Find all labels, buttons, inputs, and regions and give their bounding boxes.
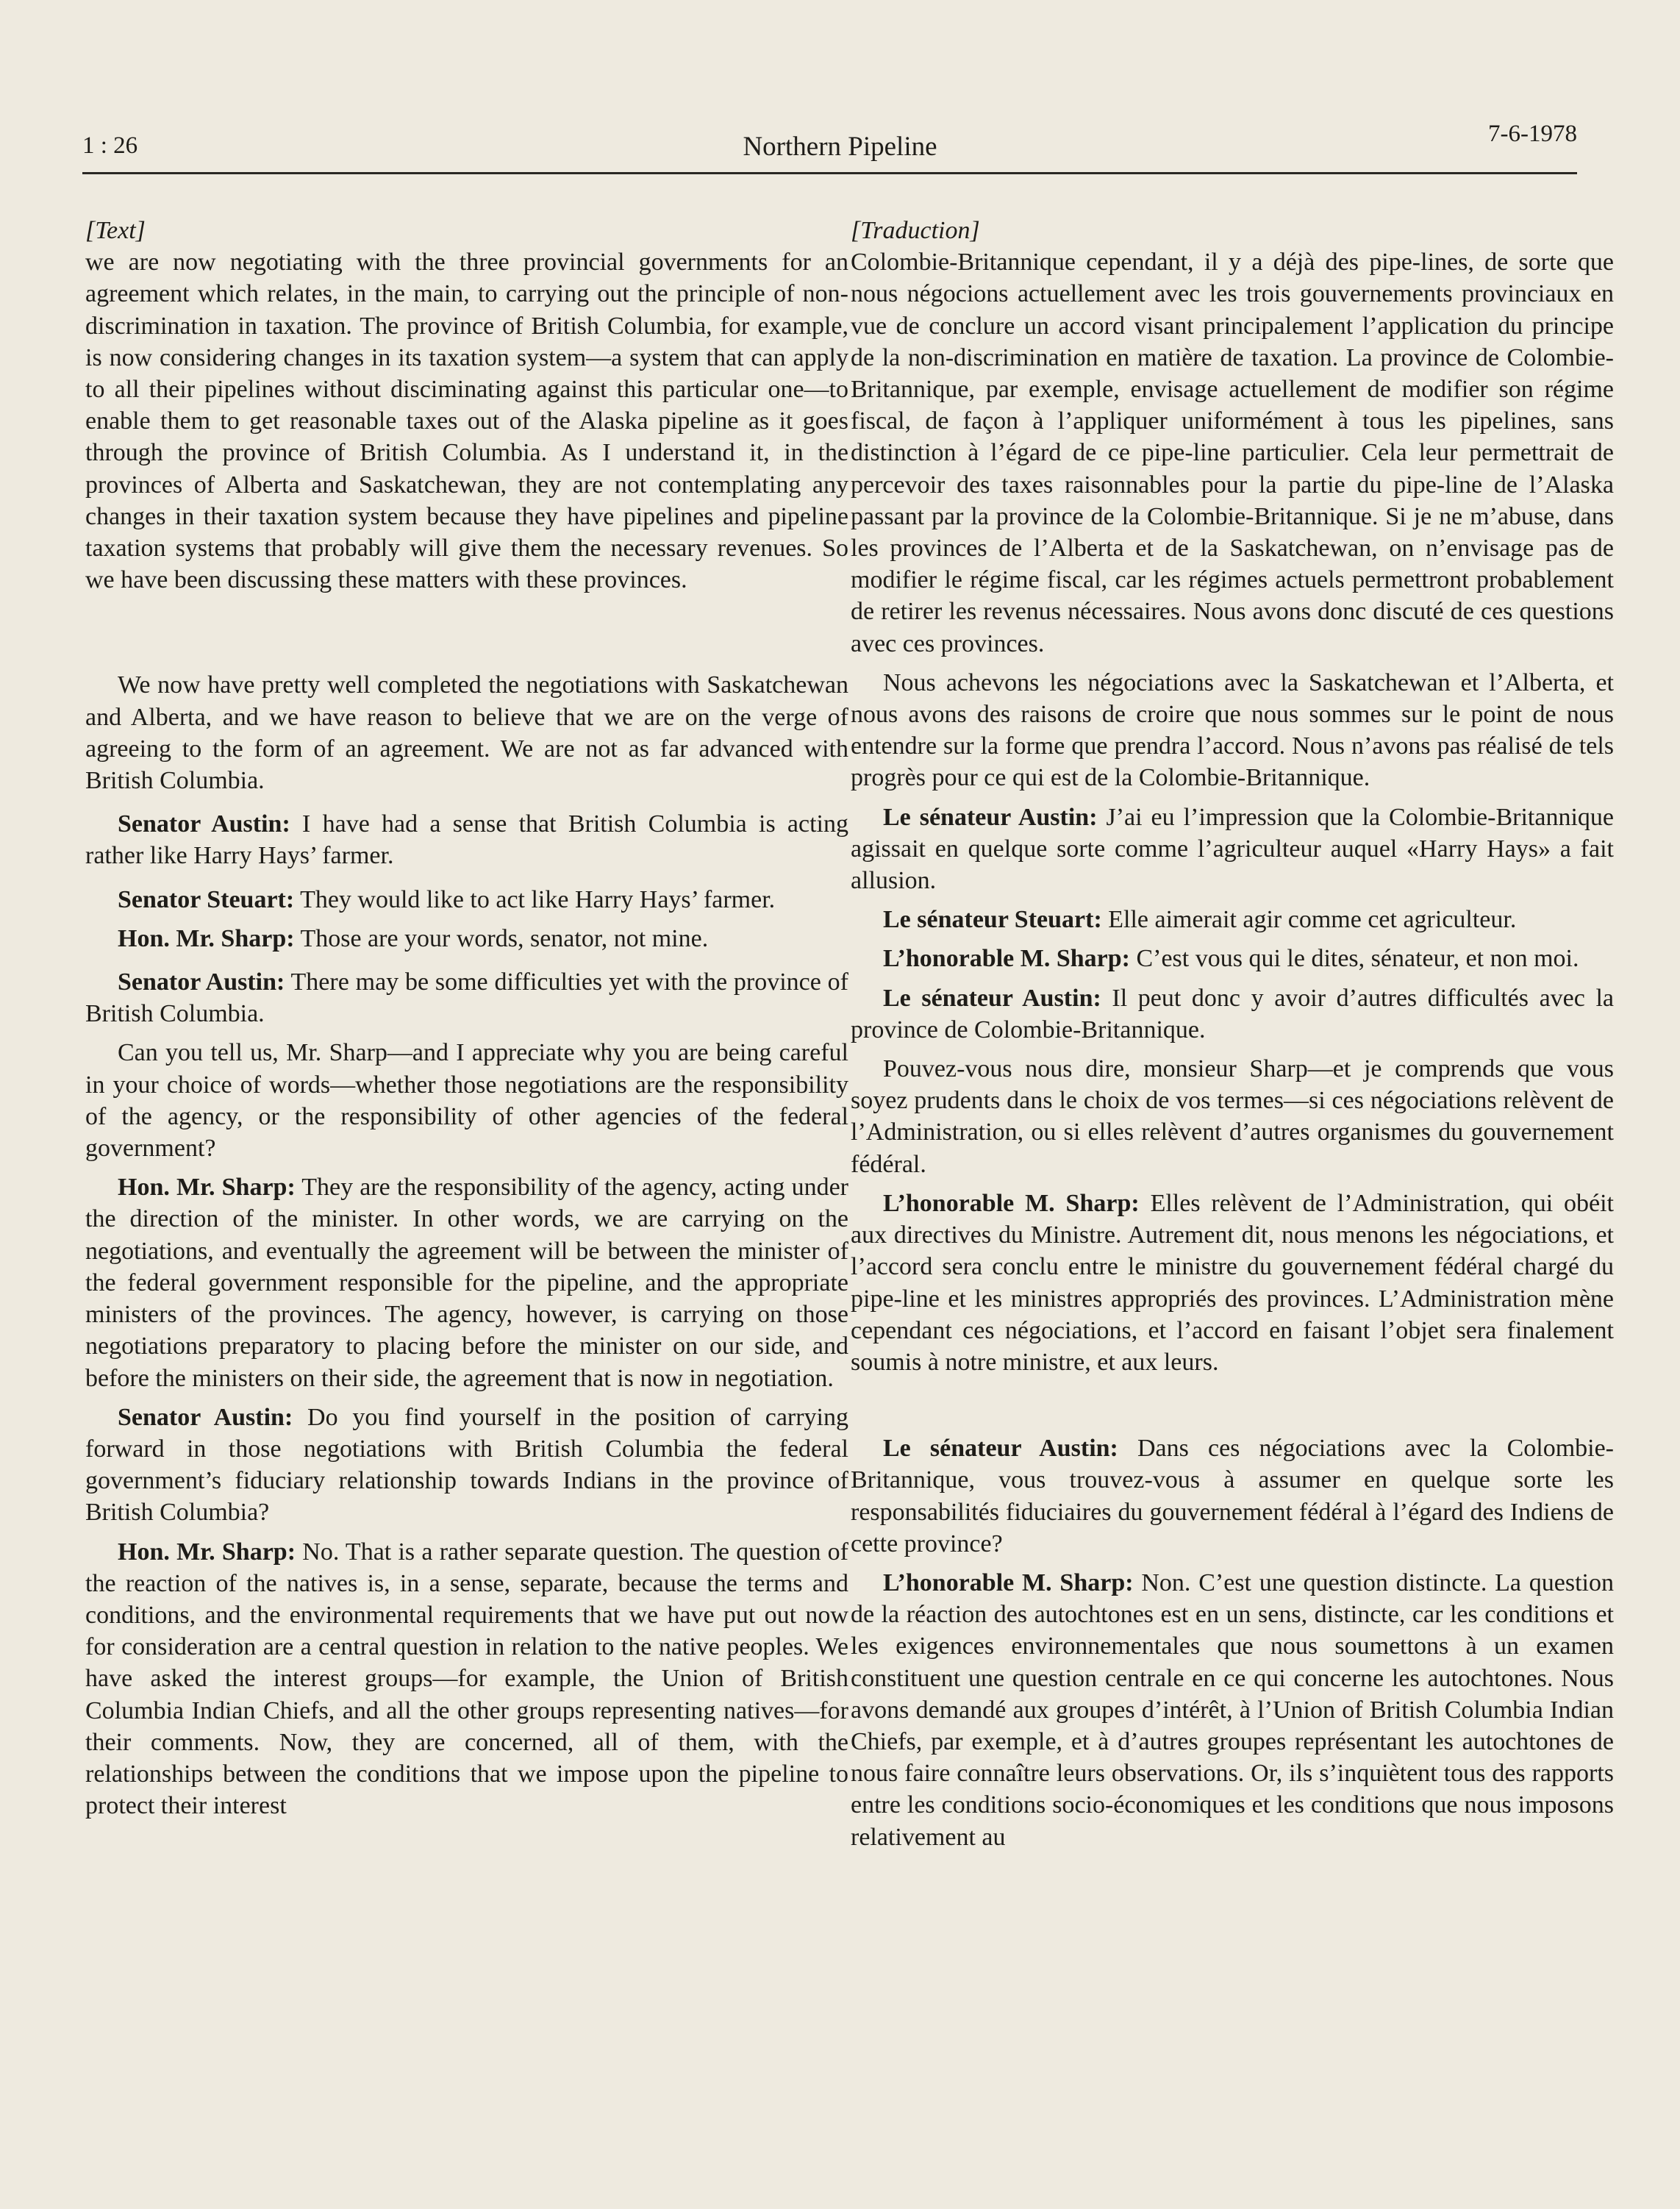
speaker-name: Senator Austin:: [118, 968, 285, 996]
speaker-name: Le sénateur Austin:: [883, 803, 1098, 831]
french-column: [851, 215, 1614, 2053]
speaker-name: Le sénateur Steuart:: [883, 906, 1102, 934]
paragraph: [851, 1567, 1614, 1853]
speaker-name: Le sénateur Austin:: [883, 1435, 1118, 1463]
paragraph-text: We now have pretty well completed the negotiations with Saskatchewan and Alberta, and we have reason to believe that we are on the verge of agreeing to the form of an agreement. We are not as far advanced with British Columbia.: [85, 671, 848, 795]
header-rule: [82, 172, 1577, 174]
date: 7-6-1978: [1488, 121, 1577, 147]
paragraph-text: C’est vous qui le dites, sénateur, et non moi.: [1129, 945, 1579, 973]
paragraph-text: Non. C’est une question distincte. La question de la réaction des autochtones est en un sens, distincte, car les conditions et les exigences environnementales que nous soumettons à un examen constituent une question centrale en ce qui concerne les autochtones. Nous avons demandé aux groupes d’intérêt, à l’Union of British Columbia Indian Chiefs, par exemple, et à d’autres groupes représentant les autochtones de nous faire connaître leurs observations. Or, ils s’inquiètent tous des rapports entre les conditions socio-économiques et les conditions que nous imposons relativement au: [851, 1569, 1614, 1851]
paragraph-text: They are the responsibility of the agency, acting under the direction of the minister. In other words, we are carrying on the negotiations, and eventually the agreement will be between the minister of the federal government responsible for the pipeline, and the appropriate ministers of the provinces. The agency, however, is carrying on those negotiations preparatory to placing before the minister on our side, and before the ministers on their side, the agreement that is now in negotiation.: [85, 1174, 848, 1392]
paragraph-text: Pouvez-vous nous dire, monsieur Sharp—et je comprends que vous soyez prudents dans le choix de vos termes—si ces négociations relèvent de l’Administration, ou si elles relèvent d’autres organismes du gouvernement fédéral.: [851, 1055, 1614, 1178]
paragraph: [85, 966, 848, 1029]
speaker-name: L’honorable M. Sharp:: [883, 1569, 1134, 1596]
paragraph: [85, 1402, 848, 1529]
paragraph: [851, 982, 1614, 1046]
page-number: 1 : 26: [82, 132, 138, 159]
paragraph: [85, 923, 848, 954]
paragraph: [85, 1037, 848, 1164]
paragraph-text: Colombie-Britannique cependant, il y a déjà des pipe-lines, de sorte que nous négocions actuellement avec les trois gouvernements provinciaux en vue de conclure un accord visant principalement l’application du principe de la non-discrimination en matière de taxation. La province de Colombie-Britannique, par exemple, envisage actuellement de modifier son régime fiscal, de façon à l’appliquer uniformément à tous les pipelines, sans distinction à l’égard de ce pipe-line particulier. Cela leur permettrait de percevoir des taxes raisonnables pour la partie du pipe-line de l’Alaska passant par la province de la Colombie-Britannique. Si je ne m’abuse, dans les provinces de l’Alberta et de la Saskatchewan, on n’envisage pas de modifier le régime fiscal, car les régimes actuels permettront probablement de retirer les revenus nécessaires. Nous avons donc discuté de ces questions avec ces provinces.: [851, 249, 1614, 657]
paragraph-text: Can you tell us, Mr. Sharp—and I appreciate why you are being careful in your choice of words—whether those negotiations are the responsibility of the agency, or the responsibility of other agencies of the federal government?: [85, 1039, 848, 1163]
speaker-name: L’honorable M. Sharp:: [883, 1189, 1140, 1217]
speaker-name: Senator Steuart:: [118, 885, 295, 913]
paragraph-text: Elles relèvent de l’Administration, qui obéit aux directives du Ministre. Autrement dit, nous menons les négociations, et l’accord sera conclu entre le ministre du gouvernement fédéral chargé du pipe-line et les ministres appropriés des provinces. L’Administration mène cependant ces négociations, et l’accord en faisant l’objet sera finalement soumis à notre ministre, et aux leurs.: [851, 1189, 1614, 1376]
english-column: [85, 215, 848, 2053]
paragraph-text: Those are your words, senator, not mine.: [294, 924, 709, 952]
paragraph-text: we are now negotiating with the three provincial governments for an agreement which relates, in the main, to carrying out the principle of non-discrimination in taxation. The province of British Columbia, for example, is now considering changes in its taxation system—a system that can apply to all their pipelines without disciminating against this particular one—to enable them to get reasonable taxes out of the Alaska pipeline as it goes through the province of British Columbia. As I understand it, in the provinces of Alberta and Saskatchewan, they are not contemplating any changes in their taxation system because they have pipelines and pipeline taxation systems that probably will give them the necessary revenues. So we have been discussing these matters with these provinces.: [85, 249, 848, 594]
paragraph: [851, 904, 1614, 935]
paragraph-text: They would like to act like Harry Hays’ farmer.: [294, 885, 776, 913]
paragraph-text: I have had a sense that British Columbia is acting rather like Harry Hays’ farmer.: [85, 810, 848, 870]
speaker-name: Le sénateur Austin:: [883, 984, 1101, 1012]
speaker-name: L’honorable M. Sharp:: [883, 945, 1130, 973]
column-label: [Text]: [85, 217, 146, 244]
paragraph: [851, 802, 1614, 897]
paragraph-text: Il peut donc y avoir d’autres difficultés avec la province de Colombie-Britannique.: [851, 984, 1614, 1043]
speaker-name: Hon. Mr. Sharp:: [118, 924, 295, 952]
paragraph-text: Elle aimerait agir comme cet agriculteur.: [1101, 906, 1517, 934]
paragraph: [85, 1536, 848, 1822]
speaker-name: Hon. Mr. Sharp:: [118, 1174, 296, 1202]
speaker-name: Hon. Mr. Sharp:: [118, 1538, 296, 1566]
paragraph: [851, 1432, 1614, 1560]
paragraph: [851, 667, 1614, 794]
paragraph: [85, 1171, 848, 1393]
paragraph-text: There may be some difficulties yet with the province of British Columbia.: [85, 968, 848, 1028]
paragraph-text: Nous achevons les négociations avec la Saskatchewan et l’Alberta, et nous avons des raisons de croire que nous sommes sur le point de nous entendre sur la forme que prendra l’accord. Nous n’avons pas réalisé de tels progrès pour ce qui est de la Colombie-Britannique.: [851, 668, 1614, 792]
paragraph: [85, 669, 848, 796]
paragraph-text: Dans ces négociations avec la Colombie-Britannique, vous trouvez-vous à assumer en quelque sorte les responsabilités fiduciaires du gouvernement fédéral à l’égard des Indiens de cette province?: [851, 1435, 1614, 1557]
paragraph-text: Do you find yourself in the position of carrying forward in those negotiations with British Columbia the federal government’s fiduciary relationship towards Indians in the province of British Columbia?: [85, 1403, 848, 1527]
speaker-name: Senator Austin:: [118, 1403, 293, 1431]
paragraph: [851, 246, 1614, 660]
paragraph: [85, 808, 848, 871]
paragraph-text: No. That is a rather separate question. The question of the reaction of the natives is, in a sense, separate, because the terms and conditions, and the environmental requirements that we have put out now for consideration are a central question in relation to the native peoples. We have asked the interest groups—for example, the Union of British Columbia Indian Chiefs, and all the other groups representing natives—for their comments. Now, they are concerned, all of them, with the relationships between the conditions that we impose upon the pipeline to protect their interest: [85, 1538, 848, 1820]
running-title: Northern Pipeline: [743, 132, 937, 162]
paragraph: [85, 884, 848, 916]
column-label: [Traduction]: [851, 217, 980, 244]
paragraph-text: J’ai eu l’impression que la Colombie-Britannique agissait en quelque sorte comme l’agriculteur auquel «Harry Hays» a fait allusion.: [851, 803, 1614, 895]
paragraph: [851, 1053, 1614, 1180]
speaker-name: Senator Austin:: [118, 810, 290, 838]
paragraph: [851, 1188, 1614, 1378]
paragraph: [85, 246, 848, 596]
paragraph: [851, 943, 1614, 974]
